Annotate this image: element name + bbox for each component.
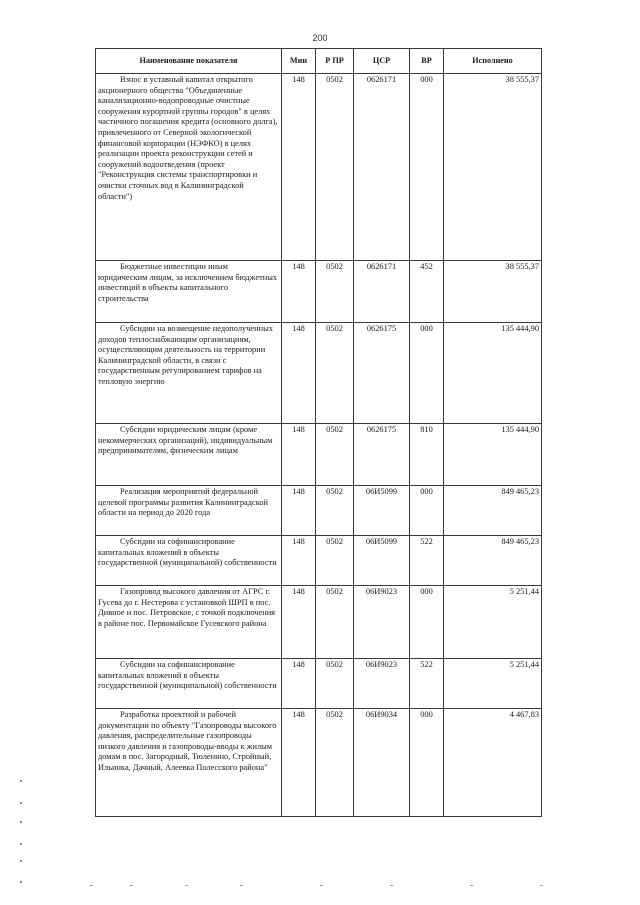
- table-row: [96, 74, 542, 261]
- row-rpr: 0502: [316, 261, 354, 323]
- row-csr: 0626175: [354, 424, 410, 486]
- header-vr: ВР: [410, 49, 444, 74]
- header-name: Наименование показателя: [96, 49, 282, 74]
- row-rpr: 0502: [316, 709, 354, 817]
- row-rpr: 0502: [316, 536, 354, 586]
- header-rpr: Р ПР: [316, 49, 354, 74]
- budget-table: [95, 48, 542, 817]
- row-name: Реализация мероприятий федеральной целевой программы развития Калининградской области на период до 2020 года: [96, 486, 282, 536]
- table-header-row: [96, 49, 542, 74]
- row-executed: 5 251,44: [444, 659, 542, 709]
- row-csr: 06И9034: [354, 709, 410, 817]
- row-min: 148: [282, 424, 316, 486]
- table-row: [96, 323, 542, 424]
- row-csr: 06И5099: [354, 536, 410, 586]
- row-csr: 06И5099: [354, 486, 410, 536]
- row-min: 148: [282, 709, 316, 817]
- row-executed: 4 467,83: [444, 709, 542, 817]
- table-row: [96, 536, 542, 586]
- row-csr: 06И9023: [354, 659, 410, 709]
- row-executed: 849 465,23: [444, 486, 542, 536]
- row-executed: 38 555,37: [444, 261, 542, 323]
- row-min: 148: [282, 486, 316, 536]
- row-rpr: 0502: [316, 586, 354, 659]
- row-name: Субсидии на возмещение недополученных доходов теплоснабжающим организациям, осуществляющим деятельность на территории Калининградской области, в связи с государственным регулированием тарифов на тепловую энергию: [96, 323, 282, 424]
- row-name: Взнос в уставный капитал открытого акционерного общества "Объединенные канализационно-водопроводные очистные сооружения курортной группы городов" в целях частичного погашения кредита (основного долга), привлеченного от Северной экологической финансовой корпорации (НЭФКО) в целях реализации проекта реконструкции сетей и сооружений водоотведения (проект "Реконструкция системы транспортировки и очистки сточных вод в Калининградской области"): [96, 74, 282, 261]
- row-vr: 522: [410, 659, 444, 709]
- row-min: 148: [282, 586, 316, 659]
- row-min: 148: [282, 74, 316, 261]
- header-min: Мин: [282, 49, 316, 74]
- row-name: Субсидии юридическим лицам (кроме некоммерческих организаций), индивидуальным предпринимателям, физическим лицам: [96, 424, 282, 486]
- row-vr: 522: [410, 536, 444, 586]
- row-csr: 0626175: [354, 323, 410, 424]
- row-csr: 0626171: [354, 74, 410, 261]
- row-rpr: 0502: [316, 74, 354, 261]
- row-executed: 5 251,44: [444, 586, 542, 659]
- row-executed: 849 465,23: [444, 536, 542, 586]
- header-csr: ЦСР: [354, 49, 410, 74]
- row-name: Газопровод высокого давления от АГРС г. Гусева до г. Нестерова с установкой ШРП в пос. Дивное и пос. Петровское, с точкой подключения в районе пос. Первомайское Гусевского района: [96, 586, 282, 659]
- table-row: [96, 659, 542, 709]
- header-executed: Исполнено: [444, 49, 542, 74]
- table-row: [96, 709, 542, 817]
- row-rpr: 0502: [316, 323, 354, 424]
- row-vr: 000: [410, 709, 444, 817]
- row-name: Субсидии на софинансирование капитальных вложений в объекты государственной (муниципальной) собственности: [96, 659, 282, 709]
- row-vr: 452: [410, 261, 444, 323]
- row-csr: 06И9023: [354, 586, 410, 659]
- row-name: Бюджетные инвестиции иным юридическим лицам, за исключением бюджетных инвестиций в объекты капитального строительства: [96, 261, 282, 323]
- row-executed: 135 444,90: [444, 424, 542, 486]
- row-vr: 000: [410, 74, 444, 261]
- bottom-scan-marks: [90, 885, 550, 889]
- row-min: 148: [282, 536, 316, 586]
- row-rpr: 0502: [316, 424, 354, 486]
- page-number: 200: [312, 33, 328, 43]
- row-vr: 810: [410, 424, 444, 486]
- row-executed: 38 555,37: [444, 74, 542, 261]
- row-rpr: 0502: [316, 486, 354, 536]
- row-executed: 135 444,90: [444, 323, 542, 424]
- row-vr: 000: [410, 323, 444, 424]
- table-row: [96, 424, 542, 486]
- row-vr: 000: [410, 586, 444, 659]
- row-name: Субсидии на софинансирование капитальных вложений в объекты государственной (муниципальной) собственности: [96, 536, 282, 586]
- row-name: Разработка проектной и рабочей документации по объекту "Газопроводы высокого давления, распределительные газопроводы низкого давления и газопроводы-вводы к жилым домам в пос. Загородный, Тюленино, Стройный, Ильинка, Дачный, Алеевка Полесского района": [96, 709, 282, 817]
- row-rpr: 0502: [316, 659, 354, 709]
- table-row: [96, 486, 542, 536]
- row-csr: 0626171: [354, 261, 410, 323]
- row-min: 148: [282, 323, 316, 424]
- table-row: [96, 586, 542, 659]
- row-vr: 000: [410, 486, 444, 536]
- margin-scan-marks: [20, 780, 24, 900]
- row-min: 148: [282, 659, 316, 709]
- table-row: [96, 261, 542, 323]
- row-min: 148: [282, 261, 316, 323]
